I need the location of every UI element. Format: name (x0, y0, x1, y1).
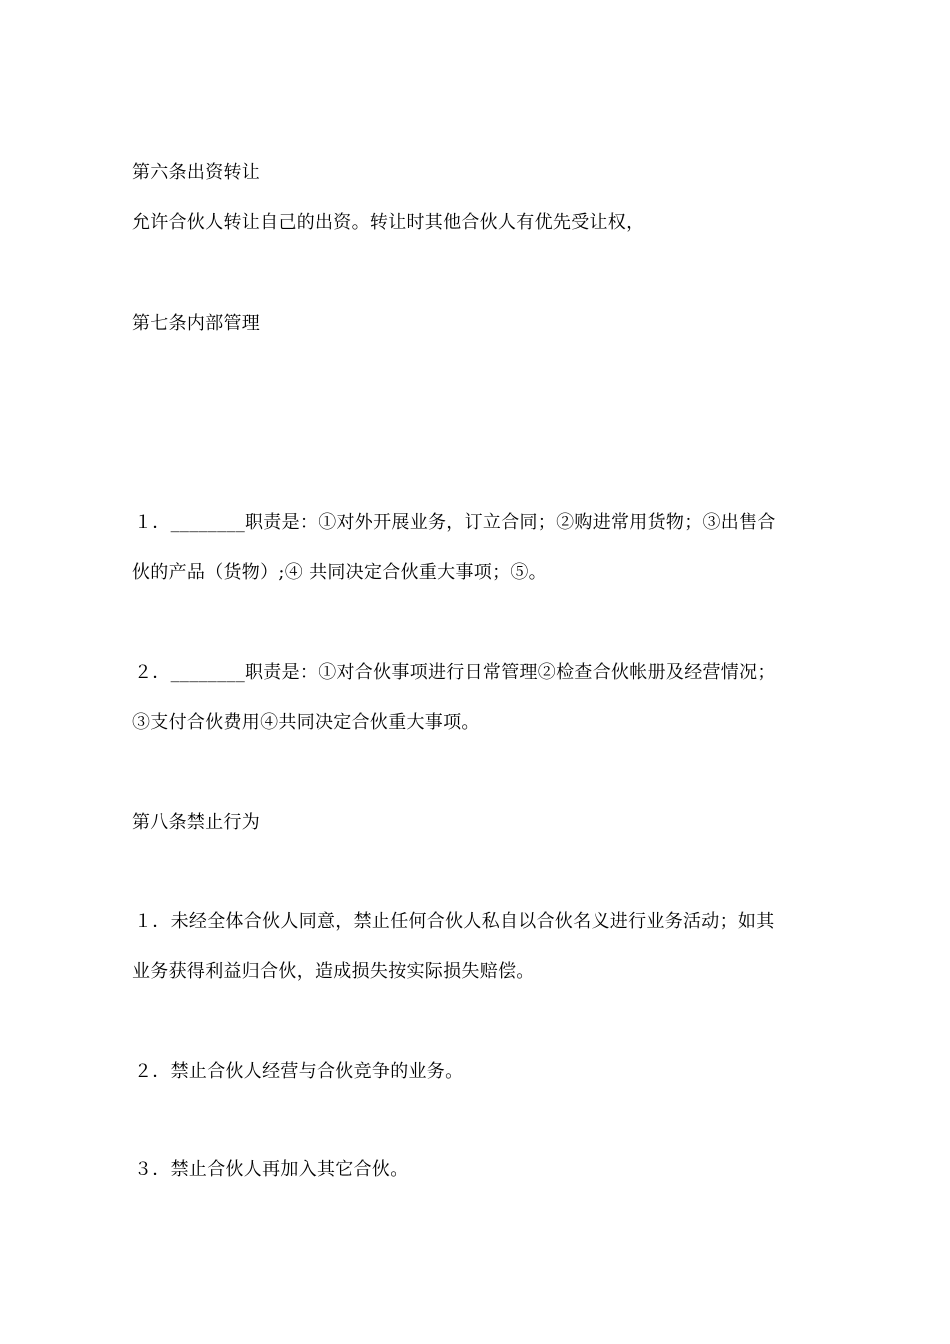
article7-item2-line1: ２．________职责是：①对合伙事项进行日常管理②检查合伙帐册及经营情况； (134, 662, 776, 683)
article7-item1-line1: １．________职责是：①对外开展业务，订立合同；②购进常用货物；③出售合 (134, 512, 776, 533)
article8-heading: 第八条禁止行为 (132, 812, 261, 833)
article7-item1-line2: 伙的产品（货物）;④ 共同决定合伙重大事项；⑤。 (132, 562, 547, 583)
article7-heading: 第七条内部管理 (132, 313, 261, 334)
article6-body: 允许合伙人转让自己的出资。转让时其他合伙人有优先受让权， (132, 212, 645, 233)
article8-item2: ２．禁止合伙人经营与合伙竞争的业务。 (134, 1061, 464, 1082)
article7-item2-line2: ③支付合伙费用④共同决定合伙重大事项。 (132, 712, 480, 733)
article8-item3: ３．禁止合伙人再加入其它合伙。 (134, 1159, 409, 1180)
article8-item1-line1: １．未经全体合伙人同意，禁止任何合伙人私自以合伙名义进行业务活动；如其 (134, 911, 775, 932)
article8-item1-line2: 业务获得利益归合伙，造成损失按实际损失赔偿。 (132, 961, 535, 982)
article6-heading: 第六条出资转让 (132, 162, 261, 183)
